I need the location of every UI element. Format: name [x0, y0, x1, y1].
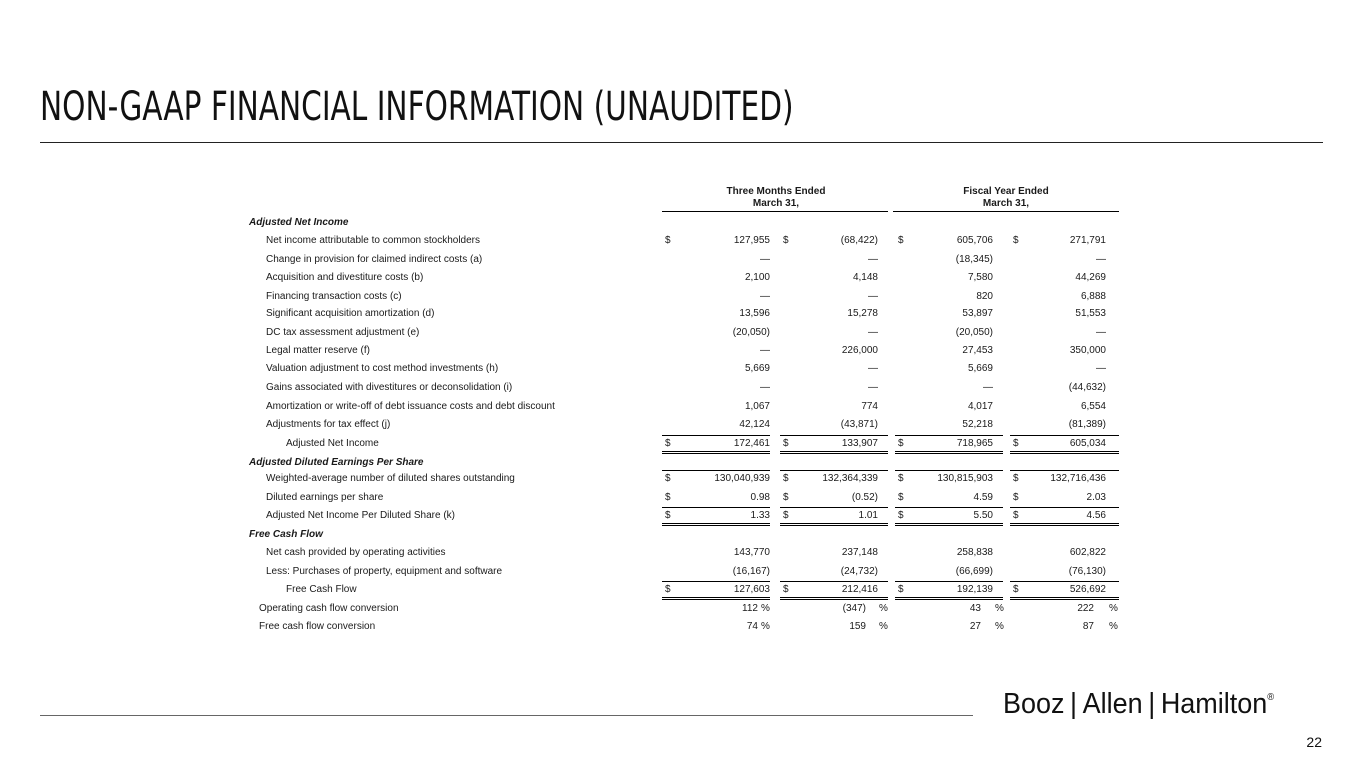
value-cell: (44,632)	[1068, 382, 1106, 393]
value-cell: 718,965	[956, 438, 993, 449]
row-label: Operating cash flow conversion	[259, 603, 399, 614]
value-cell: 6,888	[1080, 291, 1106, 302]
footer-divider	[40, 715, 973, 716]
page-number: 22	[1306, 734, 1322, 750]
total-double-rule	[1010, 451, 1119, 454]
section-heading: Free Cash Flow	[249, 529, 323, 540]
subtotal-rule	[1010, 581, 1119, 582]
currency-symbol: $	[1013, 438, 1019, 449]
header-fiscal-year-line1: Fiscal Year Ended	[963, 186, 1049, 197]
value-cell: 774	[861, 401, 878, 412]
currency-symbol: $	[665, 473, 671, 484]
subtotal-rule	[895, 435, 1003, 436]
value-cell: 226,000	[841, 345, 878, 356]
currency-symbol: $	[665, 584, 671, 595]
currency-symbol: $	[898, 584, 904, 595]
value-cell: 2.03	[1086, 492, 1106, 503]
value-cell: (76,130)	[1068, 566, 1106, 577]
total-double-rule	[895, 451, 1003, 454]
row-label: Financing transaction costs (c)	[266, 291, 402, 302]
subtotal-rule	[780, 581, 888, 582]
row-label: Valuation adjustment to cost method investments (h)	[266, 363, 499, 374]
header-underline	[662, 211, 888, 212]
value-cell: 132,364,339	[822, 473, 878, 484]
percent-symbol: %	[995, 621, 1004, 632]
logo-separator: |	[1148, 688, 1156, 720]
header-fiscal-year-line2: March 31,	[982, 198, 1030, 209]
value-cell: (66,699)	[955, 566, 993, 577]
value-cell: 130,040,939	[714, 473, 770, 484]
value-cell: 74	[746, 621, 758, 632]
value-cell: 127,955	[733, 235, 770, 246]
value-cell: 237,148	[841, 547, 878, 558]
subtotal-rule	[895, 581, 1003, 582]
value-cell: 133,907	[841, 438, 878, 449]
value-cell: 159	[849, 621, 866, 632]
value-cell: 2,100	[744, 272, 770, 283]
logo-separator: |	[1070, 688, 1078, 720]
total-double-rule	[780, 523, 888, 526]
header-three-months-line1: Three Months Ended	[726, 186, 826, 197]
subtotal-rule	[780, 507, 888, 508]
value-cell: —	[760, 291, 770, 302]
total-double-rule	[1010, 597, 1119, 600]
value-cell: 132,716,436	[1050, 473, 1106, 484]
value-cell: 42,124	[739, 419, 770, 430]
value-cell: 7,580	[967, 272, 993, 283]
value-cell: 130,815,903	[937, 473, 993, 484]
row-label: Free cash flow conversion	[259, 621, 376, 632]
value-cell: —	[868, 254, 878, 265]
currency-symbol: $	[783, 492, 789, 503]
percent-symbol: %	[761, 603, 770, 614]
value-cell: 53,897	[962, 308, 993, 319]
subtotal-rule	[780, 470, 888, 471]
currency-symbol: $	[783, 473, 789, 484]
row-label: Adjustments for tax effect (j)	[266, 419, 391, 430]
logo-word: Allen	[1082, 688, 1143, 720]
value-cell: 1,067	[744, 401, 770, 412]
value-cell: 51,553	[1075, 308, 1106, 319]
value-cell: 192,139	[956, 584, 993, 595]
value-cell: —	[868, 291, 878, 302]
value-cell: 4.56	[1086, 510, 1106, 521]
row-label: Amortization or write-off of debt issuance costs and debt discount	[266, 401, 555, 412]
value-cell: 4.59	[973, 492, 993, 503]
value-cell: —	[1096, 363, 1106, 374]
value-cell: 271,791	[1069, 235, 1106, 246]
total-double-rule	[662, 451, 770, 454]
value-cell: (347)	[842, 603, 866, 614]
value-cell: 5,669	[744, 363, 770, 374]
section-heading: Adjusted Diluted Earnings Per Share	[249, 457, 424, 468]
percent-symbol: %	[879, 603, 888, 614]
row-label: Net cash provided by operating activities	[266, 547, 446, 558]
total-double-rule	[662, 597, 770, 600]
row-label: Gains associated with divestitures or deconsolidation (i)	[266, 382, 513, 393]
total-double-rule	[895, 523, 1003, 526]
value-cell: (43,871)	[840, 419, 878, 430]
value-cell: 0.98	[750, 492, 770, 503]
subtotal-rule	[1010, 470, 1119, 471]
percent-symbol: %	[1109, 621, 1118, 632]
logo-word: Hamilton	[1160, 688, 1268, 720]
value-cell: 605,706	[956, 235, 993, 246]
currency-symbol: $	[783, 510, 789, 521]
subtotal-rule	[662, 470, 770, 471]
value-cell: 13,596	[739, 308, 770, 319]
total-double-rule	[895, 597, 1003, 600]
row-label: Weighted-average number of diluted shares outstanding	[266, 473, 515, 484]
value-cell: —	[1096, 254, 1106, 265]
value-cell: 605,034	[1069, 438, 1106, 449]
value-cell: 127,603	[733, 584, 770, 595]
value-cell: 44,269	[1075, 272, 1106, 283]
percent-symbol: %	[879, 621, 888, 632]
value-cell: 5.50	[973, 510, 993, 521]
value-cell: —	[760, 254, 770, 265]
percent-symbol: %	[761, 621, 770, 632]
row-label: Adjusted Net Income	[286, 438, 379, 449]
value-cell: 222	[1077, 603, 1094, 614]
value-cell: 87	[1082, 621, 1094, 632]
subtotal-rule	[895, 470, 1003, 471]
total-double-rule	[780, 451, 888, 454]
currency-symbol: $	[898, 235, 904, 246]
currency-symbol: $	[1013, 235, 1019, 246]
value-cell: (16,167)	[732, 566, 770, 577]
currency-symbol: $	[898, 473, 904, 484]
currency-symbol: $	[665, 438, 671, 449]
value-cell: 5,669	[967, 363, 993, 374]
row-label: Change in provision for claimed indirect costs (a)	[266, 254, 483, 265]
subtotal-rule	[1010, 435, 1119, 436]
value-cell: (81,389)	[1068, 419, 1106, 430]
value-cell: —	[760, 345, 770, 356]
value-cell: 6,554	[1080, 401, 1106, 412]
value-cell: 15,278	[847, 308, 878, 319]
subtotal-rule	[1010, 507, 1119, 508]
value-cell: —	[983, 382, 993, 393]
total-double-rule	[1010, 523, 1119, 526]
subtotal-rule	[662, 507, 770, 508]
currency-symbol: $	[1013, 473, 1019, 484]
row-label: Significant acquisition amortization (d)	[266, 308, 435, 319]
row-label: Free Cash Flow	[286, 584, 357, 595]
header-fiscal-year	[893, 186, 1119, 210]
value-cell: 258,838	[956, 547, 993, 558]
currency-symbol: $	[1013, 492, 1019, 503]
subtotal-rule	[662, 435, 770, 436]
page-title: NON-GAAP FINANCIAL INFORMATION (UNAUDITED)	[40, 84, 794, 130]
currency-symbol: $	[1013, 510, 1019, 521]
row-label: Legal matter reserve (f)	[266, 345, 370, 356]
value-cell: 212,416	[841, 584, 878, 595]
percent-symbol: %	[995, 603, 1004, 614]
total-double-rule	[662, 523, 770, 526]
subtotal-rule	[662, 581, 770, 582]
percent-symbol: %	[1109, 603, 1118, 614]
currency-symbol: $	[783, 584, 789, 595]
value-cell: 52,218	[962, 419, 993, 430]
company-logo	[1003, 688, 1274, 721]
currency-symbol: $	[898, 510, 904, 521]
currency-symbol: $	[898, 438, 904, 449]
currency-symbol: $	[783, 235, 789, 246]
row-label: Net income attributable to common stockholders	[266, 235, 480, 246]
value-cell: 350,000	[1069, 345, 1106, 356]
subtotal-rule	[895, 507, 1003, 508]
row-label: DC tax assessment adjustment (e)	[266, 327, 420, 338]
currency-symbol: $	[665, 492, 671, 503]
value-cell: —	[868, 382, 878, 393]
value-cell: (20,050)	[732, 327, 770, 338]
currency-symbol: $	[898, 492, 904, 503]
value-cell: (68,422)	[840, 235, 878, 246]
value-cell: 820	[976, 291, 993, 302]
header-underline	[893, 211, 1119, 212]
value-cell: 43	[969, 603, 981, 614]
value-cell: (18,345)	[955, 254, 993, 265]
value-cell: 1.01	[858, 510, 878, 521]
value-cell: —	[760, 382, 770, 393]
value-cell: —	[868, 363, 878, 374]
row-label: Diluted earnings per share	[266, 492, 384, 503]
value-cell: (20,050)	[955, 327, 993, 338]
value-cell: —	[1096, 327, 1106, 338]
value-cell: 526,692	[1069, 584, 1106, 595]
value-cell: 27,453	[962, 345, 993, 356]
header-three-months-line2: March 31,	[752, 198, 800, 209]
subtotal-rule	[780, 435, 888, 436]
currency-symbol: $	[1013, 584, 1019, 595]
logo-word: Booz	[1003, 688, 1065, 720]
currency-symbol: $	[665, 235, 671, 246]
value-cell: 4,148	[852, 272, 878, 283]
row-label: Less: Purchases of property, equipment and software	[266, 566, 503, 577]
value-cell: 602,822	[1069, 547, 1106, 558]
value-cell: 27	[969, 621, 981, 632]
value-cell: 112	[742, 603, 758, 614]
total-double-rule	[780, 597, 888, 600]
value-cell: —	[868, 327, 878, 338]
value-cell: 1.33	[750, 510, 770, 521]
currency-symbol: $	[665, 510, 671, 521]
value-cell: 172,461	[733, 438, 770, 449]
value-cell: (0.52)	[851, 492, 878, 503]
registered-mark: ®	[1267, 692, 1275, 703]
row-label: Acquisition and divestiture costs (b)	[266, 272, 424, 283]
header-three-months	[662, 186, 890, 210]
row-label: Adjusted Net Income Per Diluted Share (k)	[266, 510, 455, 521]
value-cell: (24,732)	[840, 566, 878, 577]
value-cell: 143,770	[733, 547, 770, 558]
section-heading: Adjusted Net Income	[249, 217, 349, 228]
currency-symbol: $	[783, 438, 789, 449]
value-cell: 4,017	[967, 401, 993, 412]
